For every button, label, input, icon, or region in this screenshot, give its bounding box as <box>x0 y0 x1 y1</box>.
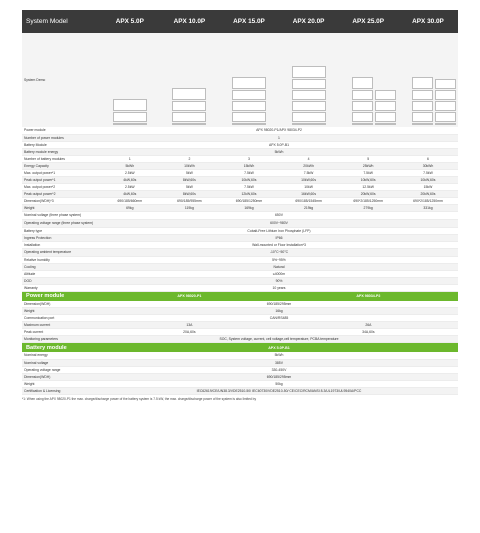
spec-value: 330-450V <box>100 366 458 373</box>
spec-label: Battery Module <box>22 141 100 148</box>
spec-value: 26A <box>279 322 458 329</box>
battery-module-model: APX 5.0P-B1 <box>100 343 458 353</box>
spec-value: 20kWh <box>279 162 339 169</box>
stack-base <box>232 123 266 125</box>
stack-base <box>435 123 456 125</box>
battery-module-unit <box>412 90 433 100</box>
spec-value: 5kWh <box>100 352 458 359</box>
model-header-row <box>22 10 458 33</box>
stack-column <box>412 76 433 125</box>
spec-label: Warranty <box>22 284 100 291</box>
spec-row <box>22 190 458 197</box>
spec-row <box>22 359 458 366</box>
spec-value: ≤4000m <box>100 270 458 277</box>
spec-row <box>22 148 458 155</box>
spec-row <box>22 263 458 270</box>
spec-value: 10kW,60s <box>338 176 398 183</box>
spec-label: Dimension(WDH)*3 <box>22 197 100 204</box>
model-name: APX 15.0P <box>219 10 279 33</box>
spec-label: Altitude <box>22 270 100 277</box>
power-module-unit <box>172 88 206 100</box>
spec-label: Certification & Licensing <box>22 387 100 394</box>
spec-label: DOD <box>22 277 100 284</box>
spec-row <box>22 366 458 373</box>
spec-value: 16kW,60s <box>279 190 339 197</box>
spec-value: 690/185/1545mm <box>279 197 339 204</box>
spec-value: 4 <box>279 155 339 162</box>
footnote: *1: When using the APX 98020-P1 the max. charge/discharge power of the battery system is 7.5 kW, the max. charge/discharge power of the system is also limited by <box>22 396 257 401</box>
spec-table <box>22 10 458 395</box>
spec-label: Weight <box>22 308 100 315</box>
spec-value: 69kg <box>100 204 160 211</box>
spec-label: Monitoring parameters <box>22 336 100 343</box>
spec-label: Weight <box>22 380 100 387</box>
spec-value: 34A,60s <box>279 329 458 336</box>
spec-value: 690/185/295mm <box>100 301 458 308</box>
spec-value: 690*2/185/1250mm <box>398 197 458 204</box>
battery-module-unit <box>435 112 456 122</box>
spec-value: 169kg <box>219 204 279 211</box>
spec-value: 6 <box>398 155 458 162</box>
stack-base <box>352 123 373 125</box>
spec-value: 12kW,60s <box>219 190 279 197</box>
spec-value: APX 5.0P-B1 <box>100 141 458 148</box>
stack-base <box>412 123 433 125</box>
spec-value: 30kWh <box>398 162 458 169</box>
spec-row <box>22 241 458 248</box>
spec-row <box>22 227 458 234</box>
system-demo-label: System Demo <box>22 33 100 127</box>
spec-value: -10°C~50°C <box>100 248 458 256</box>
spec-value: 13A <box>100 322 279 329</box>
spec-row <box>22 352 458 359</box>
spec-value: 4kW,60s <box>100 176 160 183</box>
battery-module-unit <box>352 101 373 111</box>
spec-row <box>22 329 458 336</box>
spec-value: IEC62619/CE/UN38.3/VDE2510-50/ IEC60730/VDE2510-50/ CE/CEC/RCM/ANSI 8.3/UL1973/UL9540A/PCC <box>100 387 458 394</box>
spec-label: Operating voltage range (three phase system) <box>22 219 100 227</box>
spec-row <box>22 301 458 308</box>
spec-value: 385V <box>100 359 458 366</box>
model-name: APX 10.0P <box>160 10 220 33</box>
spec-row <box>22 380 458 387</box>
power-module-section-header <box>22 291 458 301</box>
spec-value: 25kWh <box>338 162 398 169</box>
spec-row <box>22 219 458 227</box>
spec-label: Weight <box>22 204 100 211</box>
battery-stack-image <box>221 35 277 125</box>
spec-label: Operating ambient temperature <box>22 248 100 256</box>
battery-module-unit <box>232 101 266 111</box>
spec-value: 15kWh <box>219 162 279 169</box>
spec-row <box>22 134 458 141</box>
spec-value: 1 <box>100 155 160 162</box>
spec-value: 1 <box>100 134 458 141</box>
stack-base <box>172 123 206 125</box>
spec-label: Peak current <box>22 329 100 336</box>
spec-value: 650V <box>100 211 458 219</box>
spec-label: Peak output power*1 <box>22 176 100 183</box>
spec-label: Communication port <box>22 315 100 322</box>
spec-label: Maximum current <box>22 322 100 329</box>
spec-value: 12.5kW <box>338 183 398 190</box>
spec-value: 10kWh <box>160 162 220 169</box>
spec-label: Nominal voltage <box>22 359 100 366</box>
spec-row <box>22 308 458 315</box>
stack-column <box>435 78 456 125</box>
spec-row <box>22 155 458 162</box>
spec-label: Nominal voltage (three phase system) <box>22 211 100 219</box>
battery-stack-image <box>102 35 158 125</box>
spec-value: Wall-mounted or Floor Installation*3 <box>100 241 458 248</box>
spec-row <box>22 277 458 284</box>
power-module-unit <box>232 77 266 89</box>
spec-row <box>22 176 458 183</box>
spec-value: 5kW <box>160 169 220 176</box>
spec-row <box>22 197 458 204</box>
system-demo-cell <box>279 33 339 127</box>
model-name: APX 30.0P <box>398 10 458 33</box>
spec-row <box>22 183 458 190</box>
battery-module-unit <box>172 101 206 111</box>
spec-value: 10 years <box>100 284 458 291</box>
spec-value: 5kWh <box>100 148 458 155</box>
spec-label: Peak output power*2 <box>22 190 100 197</box>
battery-stack-image <box>400 35 456 125</box>
spec-value: 7.5kW <box>398 169 458 176</box>
section-title: Power module <box>22 291 100 301</box>
spec-value: 5 <box>338 155 398 162</box>
system-model-label: System Model <box>22 10 100 33</box>
battery-module-unit <box>412 101 433 111</box>
spec-value: 5%~95% <box>100 256 458 263</box>
spec-value: 2.5kW <box>100 183 160 190</box>
battery-module-unit <box>292 101 326 111</box>
system-demo-row <box>22 33 458 127</box>
power-module-unit <box>412 77 433 89</box>
power-module-model: APX 98020-P1 <box>100 291 279 301</box>
power-module-unit <box>352 77 373 89</box>
spec-label: Power module <box>22 127 100 134</box>
spec-row <box>22 315 458 322</box>
spec-value: 3 <box>219 155 279 162</box>
section-title: Battery module <box>22 343 100 353</box>
spec-value: 600V~980V <box>100 219 458 227</box>
stack-column <box>352 76 373 125</box>
spec-label: Ingress Protection <box>22 234 100 241</box>
spec-value: 10kW,60s <box>398 176 458 183</box>
spec-row <box>22 387 458 394</box>
spec-value: 331kg <box>398 204 458 211</box>
battery-module-unit <box>172 112 206 122</box>
spec-label: Number of power modules <box>22 134 100 141</box>
system-demo-cell <box>219 33 279 127</box>
spec-label: Relative humidity <box>22 256 100 263</box>
spec-value: 8kW,60s <box>160 190 220 197</box>
spec-value: 4kW,60s <box>100 190 160 197</box>
spec-label: Cooling <box>22 263 100 270</box>
spec-label: Battery module energy <box>22 148 100 155</box>
stack-base <box>113 123 147 125</box>
battery-module-unit <box>292 90 326 100</box>
spec-label: Dimension(WDH) <box>22 373 100 380</box>
model-name: APX 5.0P <box>100 10 160 33</box>
system-demo-cell <box>160 33 220 127</box>
spec-label: Max. output power*2 <box>22 183 100 190</box>
spec-value: Cobalt-Free Lithium Iron Phosphate (LFP) <box>100 227 458 234</box>
battery-module-unit <box>232 90 266 100</box>
stack-base <box>292 123 326 125</box>
spec-row <box>22 141 458 148</box>
spec-row <box>22 373 458 380</box>
spec-value: 690*2/185/1250mm <box>338 197 398 204</box>
spec-row <box>22 204 458 211</box>
spec-value: 690/185/295mm <box>100 373 458 380</box>
spec-label: Installation <box>22 241 100 248</box>
power-module-unit <box>292 66 326 78</box>
spec-value: 279kg <box>338 204 398 211</box>
battery-module-unit <box>113 112 147 122</box>
battery-module-unit <box>435 101 456 111</box>
spec-row <box>22 270 458 277</box>
spec-row <box>22 162 458 169</box>
battery-module-unit <box>292 79 326 89</box>
spec-value: 690/185/660mm <box>100 197 160 204</box>
system-demo-cell <box>398 33 458 127</box>
spec-value: 20kW,60s <box>398 190 458 197</box>
spec-value: 7.5kW <box>279 169 339 176</box>
spec-label: Operating voltage range <box>22 366 100 373</box>
spec-label: Number of battery modules <box>22 155 100 162</box>
spec-label: Energy Capacity <box>22 162 100 169</box>
battery-module-unit <box>435 79 456 89</box>
battery-module-unit <box>435 90 456 100</box>
spec-value: 7.5kW <box>219 183 279 190</box>
spec-value: 50kg <box>100 380 458 387</box>
spec-value: 2.5kW <box>100 169 160 176</box>
spec-value: IP66 <box>100 234 458 241</box>
spec-value: 7.5kW <box>338 169 398 176</box>
battery-module-unit <box>375 112 396 122</box>
spec-row <box>22 336 458 343</box>
spec-sheet <box>22 10 458 401</box>
spec-label: Battery type <box>22 227 100 234</box>
spec-value: 10kW,60s <box>279 176 339 183</box>
spec-row <box>22 322 458 329</box>
battery-module-unit <box>352 112 373 122</box>
battery-stack-image <box>162 35 218 125</box>
battery-module-unit <box>412 112 433 122</box>
spec-row <box>22 127 458 134</box>
battery-module-unit <box>375 101 396 111</box>
spec-value: 15kW <box>398 183 458 190</box>
spec-row <box>22 234 458 241</box>
spec-value: 90% <box>100 277 458 284</box>
spec-value: 10kW,60s <box>219 176 279 183</box>
battery-module-unit <box>292 112 326 122</box>
spec-row <box>22 169 458 176</box>
spec-label: Max. output power*1 <box>22 169 100 176</box>
power-module-model: APX 98034-P2 <box>279 291 458 301</box>
spec-label: Nominal energy <box>22 352 100 359</box>
system-demo-cell <box>338 33 398 127</box>
spec-value: APX 98020-P1/APX 98034-P2 <box>100 127 458 134</box>
power-module-unit <box>113 99 147 111</box>
spec-value: Natural <box>100 263 458 270</box>
battery-stack-image <box>281 35 337 125</box>
spec-value: 20A,60s <box>100 329 279 336</box>
model-name: APX 20.0P <box>279 10 339 33</box>
spec-row <box>22 284 458 291</box>
stack-column <box>375 89 396 125</box>
spec-label: Dimension(WDH) <box>22 301 100 308</box>
spec-value: 5kW <box>160 183 220 190</box>
battery-module-unit <box>352 90 373 100</box>
spec-row <box>22 256 458 263</box>
spec-value: 690/185/955mm <box>160 197 220 204</box>
spec-value: 119kg <box>160 204 220 211</box>
battery-module-unit <box>375 90 396 100</box>
spec-value: 5kWh <box>100 162 160 169</box>
spec-value: SOC, System voltage, current, cell voltage,cell temperature, PCBA temperature <box>100 336 458 343</box>
spec-value: 690/185/1250mm <box>219 197 279 204</box>
spec-value: 2 <box>160 155 220 162</box>
spec-value: CAN/RS485 <box>100 315 458 322</box>
spec-row <box>22 248 458 256</box>
spec-value: 16kg <box>100 308 458 315</box>
system-demo-cell <box>100 33 160 127</box>
spec-value: 20kW,60s <box>338 190 398 197</box>
spec-value: 8kW,60s <box>160 176 220 183</box>
spec-value: 7.5kW <box>219 169 279 176</box>
model-name: APX 25.0P <box>338 10 398 33</box>
battery-module-section-header <box>22 343 458 353</box>
stack-base <box>375 123 396 125</box>
battery-module-unit <box>232 112 266 122</box>
spec-row <box>22 211 458 219</box>
battery-stack-image <box>340 35 396 125</box>
spec-value: 10kW <box>279 183 339 190</box>
spec-value: 219kg <box>279 204 339 211</box>
